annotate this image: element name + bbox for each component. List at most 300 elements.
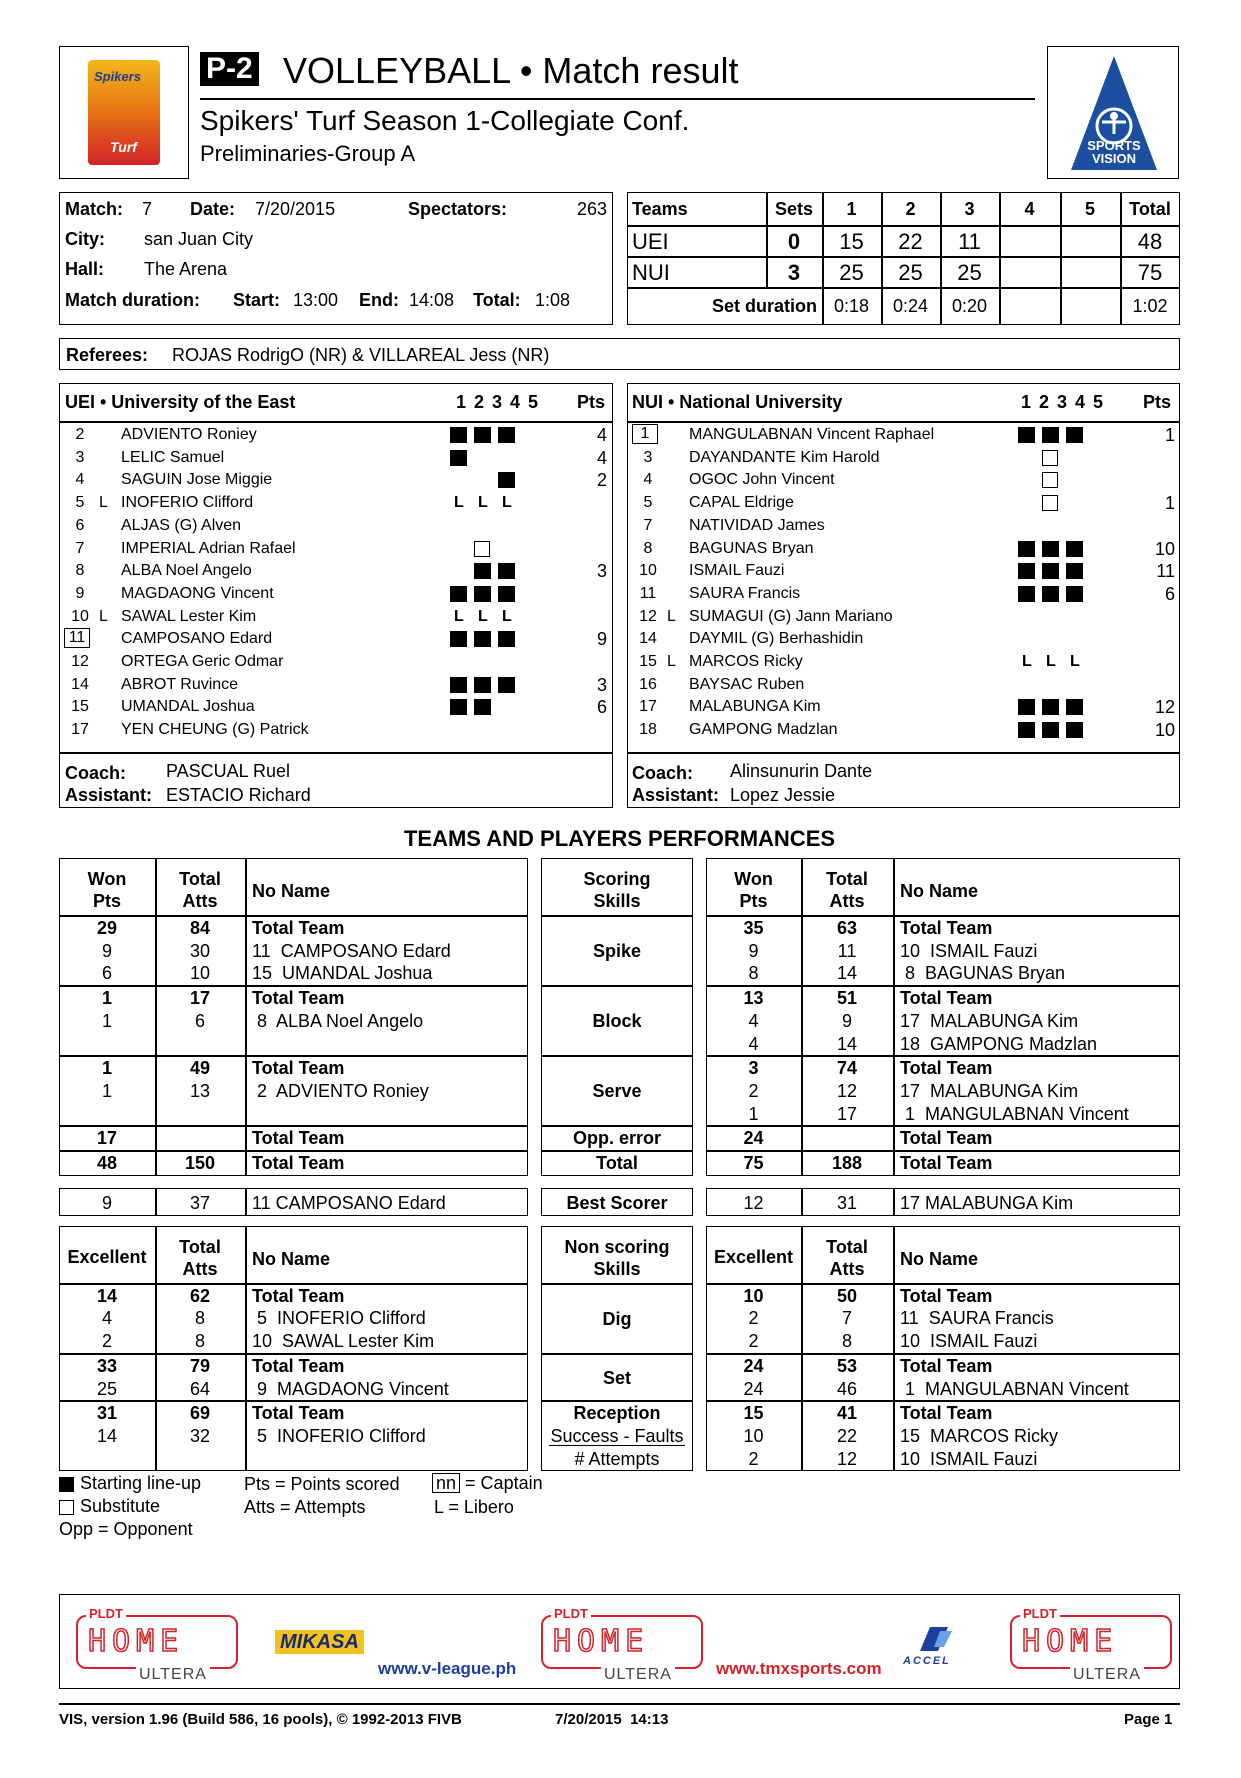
won-value: 13 [743, 988, 764, 1009]
team-a-coach-label: Coach: [65, 763, 127, 783]
starting-lineup-marker [1018, 586, 1035, 602]
start-time: 13:00 [293, 290, 339, 310]
player-points: 1 [1164, 425, 1175, 445]
atts-header: Atts [829, 891, 865, 911]
score-total-uei: 48 [1137, 229, 1163, 254]
starting-lineup-marker [498, 631, 515, 647]
starting-lineup-marker [1066, 722, 1083, 738]
team-b-title: NUI • National University [632, 392, 843, 412]
atts-value: 6 [194, 1010, 205, 1031]
atts-value: 8 [194, 1308, 205, 1329]
grand-total-label: Total [596, 1153, 638, 1173]
player-number: 9 [75, 584, 85, 602]
starting-lineup-marker [498, 677, 515, 693]
starting-lineup-marker [450, 677, 467, 693]
atts-value: 9 [841, 1010, 852, 1031]
atts-value: 74 [836, 1058, 858, 1079]
home-text: HOME [553, 1624, 650, 1659]
won-value: 24 [743, 1355, 764, 1376]
player-points: 10 [1154, 538, 1175, 559]
logo-text-bottom: Turf [110, 139, 137, 155]
won-value: 4 [748, 1033, 759, 1054]
team-a-assistant: ESTACIO Richard [166, 785, 311, 805]
score-s3-nui: 25 [957, 260, 982, 285]
team-total-label: Total Team [252, 1153, 345, 1173]
footer-page: Page 1 [1124, 1711, 1173, 1728]
team-a-pts-header: Pts [577, 392, 606, 412]
page-code: P-2 [200, 52, 259, 86]
won-value: 25 [96, 1378, 118, 1399]
won-value: 9 [748, 940, 759, 961]
best-pts: 12 [743, 1192, 764, 1213]
player-name: ABROT Ruvince [121, 675, 239, 693]
title-underline [200, 98, 1035, 100]
player-number: 8 [75, 562, 85, 580]
starting-lineup-marker [474, 586, 491, 602]
player-points: 9 [596, 629, 607, 650]
duration-label: Match duration: [65, 290, 200, 310]
won-value: 15 [743, 1403, 764, 1424]
substitute-marker [474, 541, 490, 557]
score-s3-uei: 11 [958, 229, 981, 254]
player-points: 3 [596, 561, 607, 582]
starting-lineup-marker [474, 631, 491, 647]
player-entry: 8 BAGUNAS Bryan [900, 963, 1066, 984]
player-number: 4 [75, 471, 85, 489]
col-divider [245, 1401, 247, 1471]
team-b-coach: Alinsunurin Dante [730, 761, 873, 781]
score-header-set3: 3 [964, 199, 975, 219]
team-total-label: Total Team [900, 1403, 993, 1424]
starting-lineup-marker [1042, 563, 1059, 579]
starting-lineup-marker [1018, 427, 1035, 443]
player-points: 10 [1154, 720, 1175, 741]
atts-value: 17 [836, 1103, 858, 1124]
end-label: End: [359, 290, 399, 310]
spectators-count: 263 [576, 199, 607, 219]
atts-header: Atts [182, 891, 218, 911]
team-total-label: Total Team [900, 1355, 993, 1376]
starting-lineup-marker [1042, 427, 1059, 443]
player-name: MARCOS Ricky [689, 653, 803, 670]
player-name: ALJAS (G) Alven [121, 516, 242, 534]
best-atts: 31 [836, 1192, 858, 1213]
player-number: 2 [75, 426, 85, 443]
won-value: 24 [743, 1128, 764, 1149]
libero-set-marker: L [1070, 653, 1080, 670]
player-name: LELIC Samuel [121, 448, 225, 466]
col-divider [245, 1284, 247, 1354]
col-divider [801, 1126, 803, 1151]
col-divider [893, 1284, 895, 1354]
won-value: 1 [101, 988, 112, 1009]
player-entry: 9 MAGDAONG Vincent [252, 1378, 449, 1399]
substitute-marker [1042, 450, 1058, 466]
won-value: 17 [96, 1128, 118, 1149]
won-value: 33 [96, 1355, 118, 1376]
col-divider [893, 916, 895, 986]
score-s1-uei: 15 [839, 229, 864, 254]
won-value: 10 [743, 1285, 764, 1306]
player-points: 4 [596, 447, 607, 468]
atts-value: 50 [836, 1285, 858, 1306]
won-value: 2 [748, 1448, 759, 1469]
pldt-home-ultera-logo [541, 1607, 703, 1682]
starting-lineup-marker [1042, 699, 1059, 715]
player-entry: 11 CAMPOSANO Edard [252, 940, 451, 961]
player-number: 1 [632, 424, 658, 444]
team-total-label: Total Team [900, 1128, 993, 1149]
atts-value: 7 [841, 1308, 852, 1329]
libero-set-marker: L [502, 607, 512, 625]
total-header: Total [179, 869, 221, 889]
col-divider [245, 916, 247, 986]
libero-mark: L [99, 607, 108, 625]
player-number: 6 [75, 516, 85, 534]
col-divider [245, 1354, 247, 1401]
col-divider [893, 1188, 895, 1216]
starting-lineup-marker [450, 586, 467, 602]
player-entry: 11 SAURA Francis [900, 1308, 1054, 1329]
referees-label: Referees: [66, 345, 149, 365]
pts-header: Pts [739, 891, 768, 911]
player-number: 11 [64, 628, 90, 648]
col-divider [245, 986, 247, 1056]
page-title: VOLLEYBALL • Match result [283, 50, 739, 91]
libero-set-marker: L [454, 494, 464, 512]
score-sets-uei: 0 [787, 229, 801, 254]
player-number: 12 [639, 607, 657, 625]
player-entry: 17 MALABUNGA Kim [900, 1010, 1079, 1031]
col-divider [245, 1056, 247, 1126]
player-points: 4 [596, 425, 607, 445]
libero-set-marker: L [502, 494, 512, 512]
player-name: NATIVIDAD James [689, 516, 825, 534]
logo-text-top: Spikers [94, 69, 141, 84]
player-number: 15 [71, 698, 89, 716]
starting-lineup-marker [474, 699, 491, 715]
starting-lineup-marker [498, 563, 515, 579]
starting-lineup-marker [1018, 563, 1035, 579]
atts-value: 62 [189, 1285, 211, 1306]
excellent-header: Excellent [713, 1246, 794, 1267]
phase-name: Preliminaries-Group A [200, 141, 416, 166]
col-divider [893, 858, 895, 916]
best-scorer-name: 11 CAMPOSANO Edard [252, 1192, 446, 1213]
legend-opp: Opp = Opponent [59, 1519, 193, 1539]
team-total-label: Total Team [900, 1058, 993, 1079]
start-label: Start: [233, 290, 281, 310]
atts-value: 63 [836, 918, 858, 938]
atts-value: 8 [194, 1331, 205, 1352]
atts-value: 53 [836, 1355, 858, 1376]
score-s2-nui: 25 [898, 260, 923, 285]
best-pts: 9 [101, 1192, 112, 1213]
substitute-marker [1042, 495, 1058, 511]
player-entry: 15 MARCOS Ricky [900, 1425, 1059, 1446]
atts-value: 188 [831, 1153, 863, 1173]
set2-duration: 0:24 [892, 296, 929, 316]
player-name: CAMPOSANO Edard [121, 630, 273, 648]
legend-pts: Pts = Points scored [244, 1474, 400, 1494]
total-header: Total [826, 869, 868, 889]
footer-datetime: 7/20/2015 14:13 [555, 1711, 669, 1728]
team-b-coach-label: Coach: [632, 763, 694, 783]
team-a-assistant-label: Assistant: [65, 785, 153, 805]
score-header-total: Total [1129, 199, 1171, 219]
libero-set-marker: L [1022, 653, 1032, 670]
match-number: 7 [142, 199, 153, 219]
won-value: 31 [96, 1403, 118, 1424]
team-total-label: Total Team [252, 918, 345, 938]
score-header-teams: Teams [632, 199, 688, 219]
noname-header: No Name [900, 1248, 979, 1269]
date-label: Date: [190, 199, 236, 219]
atts-value: 64 [189, 1378, 211, 1399]
player-number: 16 [639, 675, 657, 693]
col-divider [893, 1354, 895, 1401]
won-value: 29 [96, 918, 118, 938]
starting-lineup-marker [450, 427, 467, 443]
referees-names: ROJAS RodrigO (NR) & VILLAREAL Jess (NR) [172, 345, 550, 365]
reception-sub-label: Success - Faults [550, 1426, 684, 1447]
team-a-coach: PASCUAL Ruel [166, 761, 291, 781]
player-number: 14 [71, 675, 89, 693]
player-entry: 10 SAWAL Lester Kim [252, 1331, 435, 1352]
libero-set-marker: L [478, 494, 488, 512]
libero-set-marker: L [1046, 653, 1056, 670]
player-number: 7 [75, 539, 85, 557]
skills-header-sub: Skills [593, 891, 641, 911]
col-divider [893, 1226, 895, 1284]
won-value: 35 [743, 918, 764, 938]
player-name: ALBA Noel Angelo [121, 562, 252, 580]
block-label: Block [592, 1011, 642, 1032]
player-number: 8 [643, 539, 653, 557]
won-header: Won [734, 869, 773, 889]
team-total-label: Total Team [900, 918, 993, 938]
player-name: MAGDAONG Vincent [121, 584, 274, 602]
team-total-label: Total Team [900, 1153, 993, 1173]
team-b-pts-header: Pts [1143, 392, 1172, 412]
atts-value: 14 [836, 1033, 858, 1054]
spikers-turf-logo [88, 60, 160, 165]
team-total-label: Total Team [252, 1128, 345, 1149]
ultera-text: ULTERA [1070, 1667, 1144, 1683]
pldt-home-ultera-logo [76, 1607, 238, 1682]
player-name: UMANDAL Joshua [121, 698, 255, 716]
footer-version: VIS, version 1.96 (Build 586, 16 pools), © 1992-2013 FIVB [59, 1711, 462, 1728]
player-entry: 1 MANGULABNAN Vincent [900, 1378, 1129, 1399]
atts-value: 12 [836, 1080, 858, 1101]
player-points: 6 [596, 697, 607, 718]
starting-lineup-marker [1066, 699, 1083, 715]
player-number: 18 [639, 721, 657, 739]
starting-lineup-marker [498, 586, 515, 602]
legend-captain: nn = Captain [432, 1473, 543, 1494]
footer-line [59, 1703, 1180, 1705]
won-value: 14 [96, 1425, 118, 1446]
player-name: YEN CHEUNG (G) Patrick [121, 721, 309, 739]
player-number: 12 [71, 653, 89, 670]
atts-value: 17 [189, 988, 211, 1009]
legend-starting: Starting line-up [59, 1473, 201, 1494]
best-atts: 37 [189, 1192, 211, 1213]
total-label: Total: [473, 290, 521, 310]
won-value: 1 [101, 1010, 112, 1031]
performances-title: TEAMS AND PLAYERS PERFORMANCES [403, 826, 836, 851]
player-name: IMPERIAL Adrian Rafael [121, 539, 296, 557]
player-points: 12 [1154, 697, 1175, 718]
sports-vision-text: SPORTS VISION [1087, 138, 1141, 166]
score-s1-nui: 25 [839, 260, 864, 285]
pldt-text: PLDT [86, 1607, 126, 1620]
player-number: 10 [639, 562, 657, 580]
won-value: 1 [748, 1103, 759, 1124]
legend-substitute: Substitute [59, 1496, 160, 1517]
team-total-label: Total Team [252, 988, 345, 1009]
player-number: 15 [639, 653, 657, 670]
starting-lineup-marker [1066, 427, 1083, 443]
col-divider [245, 858, 247, 916]
competition-name: Spikers' Turf Season 1-Collegiate Conf. [200, 105, 690, 136]
player-number: 3 [75, 448, 85, 466]
spectators-label: Spectators: [408, 199, 508, 219]
col-divider [893, 1401, 895, 1471]
reception-attempts-label: # Attempts [574, 1449, 660, 1470]
libero-mark: L [667, 653, 676, 670]
player-entry: 10 ISMAIL Fauzi [900, 1448, 1038, 1469]
col-divider [893, 1056, 895, 1126]
starting-lineup-marker [1018, 699, 1035, 715]
set3-duration: 0:20 [951, 296, 988, 316]
score-s2-uei: 22 [898, 229, 923, 254]
player-name: OGOC John Vincent [689, 471, 835, 489]
col-divider [893, 986, 895, 1056]
starting-lineup-marker [1042, 722, 1059, 738]
score-header-set4: 4 [1024, 199, 1035, 219]
team-a-title: UEI • University of the East [65, 392, 296, 412]
excellent-header: Excellent [67, 1246, 147, 1267]
match-label: Match: [65, 199, 123, 219]
left-logo-box [59, 46, 189, 179]
starting-lineup-marker [1018, 541, 1035, 557]
won-value: 3 [748, 1058, 759, 1079]
player-name: CAPAL Eldrige [689, 494, 794, 512]
player-name: ADVIENTO Roniey [121, 426, 257, 443]
won-value: 2 [748, 1080, 759, 1101]
col-divider [893, 1151, 895, 1176]
noname-header: No Name [252, 881, 331, 901]
starting-lineup-marker [1042, 586, 1059, 602]
won-value: 2 [748, 1331, 759, 1352]
won-value: 1 [101, 1080, 112, 1101]
atts-header: Atts [182, 1258, 218, 1279]
atts-value: 14 [836, 963, 858, 984]
team-b-set-header: 1 2 3 4 5 [1021, 392, 1104, 412]
atts-value: 49 [189, 1058, 211, 1079]
dig-label: Dig [602, 1308, 632, 1329]
player-points: 11 [1156, 561, 1175, 582]
player-number: 4 [643, 471, 653, 489]
player-number: 17 [71, 721, 89, 739]
ultera-text: ULTERA [136, 1667, 210, 1683]
score-header-set1: 1 [846, 199, 857, 219]
won-value: 6 [101, 963, 112, 984]
skills-header-title: Scoring [583, 869, 651, 889]
spike-label: Spike [592, 941, 642, 962]
team-b-assistant: Lopez Jessie [730, 785, 836, 805]
player-number: 14 [639, 630, 657, 648]
player-number: 5 [75, 494, 85, 512]
best-scorer-name: 17 MALABUNGA Kim [900, 1192, 1074, 1213]
player-number: 3 [643, 448, 653, 466]
skills-header-title: Non scoring [564, 1236, 670, 1257]
atts-value: 84 [189, 918, 211, 938]
starting-lineup-marker [450, 699, 467, 715]
match-date: 7/20/2015 [255, 199, 336, 219]
opp-error-label: Opp. error [572, 1128, 661, 1149]
total-header: Total [826, 1236, 868, 1257]
starting-lineup-marker [474, 563, 491, 579]
won-value: 24 [743, 1378, 764, 1399]
substitute-icon [59, 1500, 74, 1515]
team-a-set-header: 1 2 3 4 5 [456, 392, 539, 412]
legend-libero: L = Libero [434, 1497, 514, 1517]
atts-value: 12 [836, 1448, 858, 1469]
col-divider [245, 1126, 247, 1151]
score-header-sets: Sets [774, 199, 814, 219]
player-entry: 5 INOFERIO Clifford [252, 1308, 426, 1329]
libero-mark: L [99, 494, 108, 512]
won-value: 1 [101, 1058, 112, 1079]
col-divider [245, 1151, 247, 1176]
noname-header: No Name [900, 881, 979, 901]
player-name: DAYMIL (G) Berhashidin [689, 630, 864, 648]
player-name: BAGUNAS Bryan [689, 539, 814, 557]
pldt-home-ultera-logo [1010, 1607, 1172, 1682]
score-header-set5: 5 [1084, 199, 1095, 219]
libero-set-marker: L [478, 607, 488, 625]
atts-value: 13 [189, 1080, 211, 1101]
player-name: GAMPONG Madzlan [689, 721, 838, 739]
captain-box-icon: nn [432, 1473, 460, 1493]
substitute-marker [1042, 472, 1058, 488]
player-name: BAYSAC Ruben [689, 675, 805, 693]
starting-lineup-marker [474, 677, 491, 693]
won-value: 2 [101, 1331, 112, 1352]
starting-lineup-marker [474, 427, 491, 443]
city: san Juan City [144, 229, 254, 249]
player-number: 17 [639, 698, 657, 716]
won-value: 4 [101, 1308, 112, 1329]
atts-value: 79 [189, 1355, 211, 1376]
pldt-text: PLDT [551, 1607, 591, 1620]
player-name: MALABUNGA Kim [689, 698, 821, 716]
libero-mark: L [667, 607, 676, 625]
mikasa-logo: MIKASA [275, 1630, 364, 1654]
city-label: City: [65, 229, 105, 249]
player-entry: 10 ISMAIL Fauzi [900, 940, 1038, 961]
col-divider [245, 1188, 247, 1216]
score-team-nui: NUI [632, 260, 670, 285]
home-text: HOME [88, 1624, 185, 1659]
starting-lineup-marker [1042, 541, 1059, 557]
atts-value: 51 [836, 988, 858, 1009]
player-name: ORTEGA Geric Odmar [121, 653, 284, 670]
player-name: ISMAIL Fauzi [689, 562, 785, 580]
atts-value: 32 [189, 1425, 211, 1446]
